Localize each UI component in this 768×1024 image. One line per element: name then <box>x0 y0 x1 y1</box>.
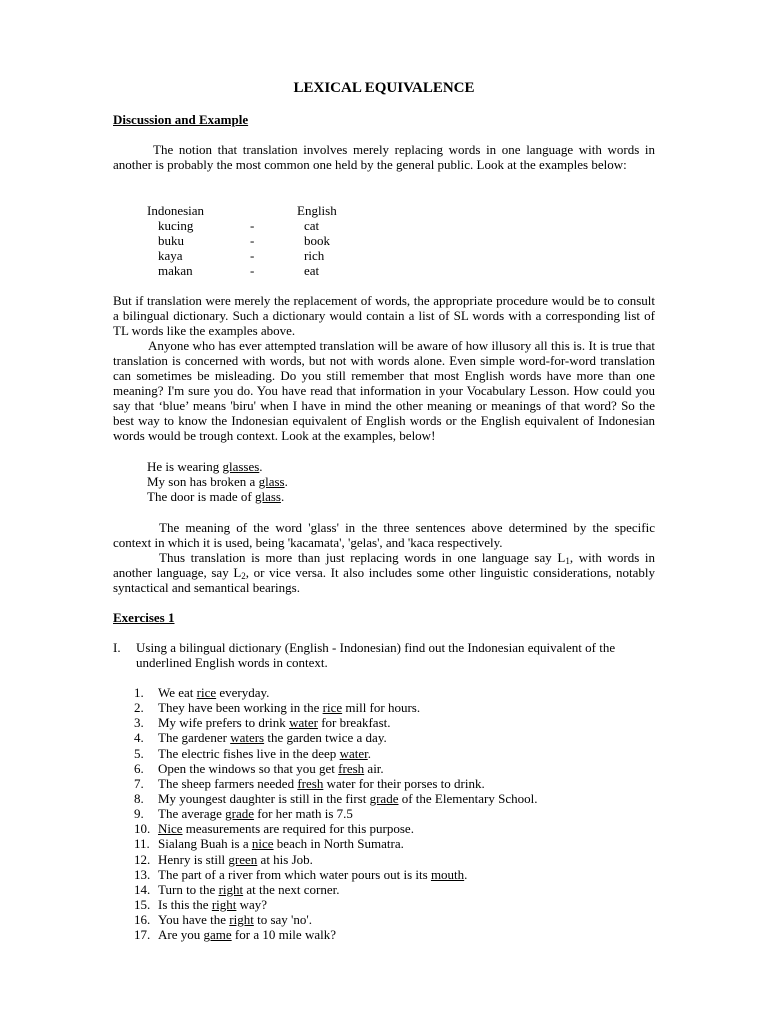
underlined-word: grade <box>369 790 399 806</box>
indonesian-word: kaya <box>158 248 183 263</box>
list-item-text: Open the windows so that you get fresh air. <box>158 760 384 776</box>
list-item-number: 14. <box>134 881 151 897</box>
exercise-number: I. <box>113 640 121 655</box>
indonesian-word: buku <box>158 233 184 248</box>
indonesian-word: kucing <box>158 218 194 233</box>
separator: - <box>250 248 255 263</box>
underlined-word: fresh <box>297 775 324 791</box>
list-item-text: The gardener waters the garden twice a day. <box>158 730 387 746</box>
list-item-text: The average grade for her math is 7.5 <box>158 806 353 822</box>
list-item-number: 4. <box>134 730 144 746</box>
list-item <box>134 912 654 927</box>
underlined-word: right <box>211 896 237 912</box>
indonesian-word: makan <box>158 263 193 278</box>
list-item-text: The sheep farmers needed fresh water for their porses to drink. <box>158 775 485 791</box>
list-item <box>134 852 654 867</box>
list-item-text: You have the right to say 'no'. <box>158 912 312 928</box>
list-item <box>134 715 654 730</box>
underlined-word: Nice <box>158 821 183 837</box>
list-item-number: 3. <box>134 715 144 731</box>
list-item-text: The electric fishes live in the deep water. <box>158 745 371 761</box>
list-item-number: 2. <box>134 700 144 716</box>
list-item-number: 10. <box>134 821 151 837</box>
list-item-number: 6. <box>134 760 144 776</box>
list-item-text: We eat rice everyday. <box>158 685 270 700</box>
underlined-word: water <box>289 715 318 731</box>
underlined-word: rice <box>196 685 217 700</box>
glass-meaning-paragraph: The meaning of the word 'glass' in the three sentences above determined by the specific context in which it is used, being 'kacamata', 'gelas', and 'kaca respectively. <box>113 520 655 550</box>
list-item-text: They have been working in the rice mill for hours. <box>158 700 421 716</box>
list-item <box>134 730 654 745</box>
list-item-text: Nice measurements are required for this purpose. <box>158 821 414 837</box>
list-item-text: Henry is still green at his Job. <box>158 851 313 867</box>
table-row <box>147 248 407 263</box>
english-word: rich <box>304 248 325 263</box>
list-item <box>134 700 654 715</box>
table-header-row <box>147 203 407 218</box>
underlined-word: green <box>228 851 258 867</box>
list-item-number: 7. <box>134 775 144 791</box>
list-item-text: Sialang Buah is a nice beach in North Sumatra. <box>158 836 404 852</box>
underlined-word: glass <box>254 489 281 504</box>
list-item <box>134 927 654 942</box>
list-item-number: 17. <box>134 927 151 943</box>
underlined-word: glass <box>258 474 285 489</box>
list-item-number: 1. <box>134 685 144 700</box>
conclusion-paragraph: Thus translation is more than just replacing words in one language say $L_1$, with words in another language, say $L_2$, or vice versa. It also includes some other linguistic considerations, notably syntactical and semantical bearings. <box>113 550 655 595</box>
table-row <box>147 263 407 278</box>
list-item-number: 8. <box>134 790 144 806</box>
list-item-text: My youngest daughter is still in the first grade of the Elementary School. <box>158 790 538 806</box>
list-item-number: 12. <box>134 851 151 867</box>
intro-paragraph: The notion that translation involves merely replacing words in one language with words in another is probably the most common one held by the general public. Look at the examples below: <box>113 142 655 172</box>
english-word: cat <box>304 218 320 233</box>
list-item <box>134 867 654 882</box>
list-item <box>134 882 654 897</box>
list-item <box>134 791 654 806</box>
list-item <box>134 897 654 912</box>
separator: - <box>250 233 255 248</box>
list-item-number: 5. <box>134 745 144 761</box>
underlined-word: right <box>229 912 254 928</box>
underlined-word: nice <box>251 836 274 852</box>
list-item-text: The part of a river from which water pours out is its mouth. <box>158 866 468 882</box>
underlined-word: mouth <box>430 866 465 882</box>
table-row <box>147 233 407 248</box>
list-item-number: 9. <box>134 806 144 822</box>
underlined-word: right <box>218 881 244 897</box>
list-item-number: 16. <box>134 912 151 928</box>
exercise-instruction-text: Using a bilingual dictionary (English - Indonesian) find out the Indonesian equivalent of the underlined English words in context. <box>136 640 616 670</box>
glass-examples <box>147 459 288 504</box>
list-item-text: Is this the right way? <box>158 896 268 912</box>
exercise-list <box>134 685 654 942</box>
list-item <box>134 685 654 700</box>
list-item <box>134 746 654 761</box>
header-english: English <box>297 203 337 218</box>
list-item-text: Turn to the right at the next corner. <box>158 881 340 897</box>
dictionary-paragraph: But if translation were merely the replacement of words, the appropriate procedure would be to consult a bilingual dictionary. Such a dictionary would contain a list of SL words with a corresponding list of TL words like the examples above. <box>113 293 655 338</box>
underlined-word: grade <box>225 806 254 822</box>
example-sentence: The door is made of glass. <box>147 489 285 504</box>
underlined-word: fresh <box>338 760 365 776</box>
context-paragraph: Anyone who has ever attempted translation will be aware of how illusory all this is. It is true that translation is concerned with words, but not with words alone. Even simple word-for-word translation can sometimes be misleading. Do you still remember that most English words have more than one meaning? I'm sure you do. You have read that information in your Vocabulary Lesson. How could you say that ‘blue’ means 'biru' when I have in mind the other meaning or meanings of that word? So the best way to know the Indonesian equivalent of English words or the English equivalent of Indonesian words would be trough context. Look at the examples, below! <box>113 338 655 443</box>
list-item <box>134 821 654 836</box>
document-title: LEXICAL EQUIVALENCE <box>293 80 475 96</box>
section-heading-discussion: Discussion and Example <box>113 112 249 127</box>
underlined-word: glasses <box>222 459 260 474</box>
header-indonesian: Indonesian <box>147 203 205 218</box>
underlined-word: waters <box>230 730 265 746</box>
separator: - <box>250 263 255 278</box>
list-item <box>134 836 654 851</box>
list-item-number: 15. <box>134 896 151 912</box>
underlined-word: rice <box>322 700 343 716</box>
example-sentence: He is wearing glasses. <box>147 459 263 474</box>
example-sentence: My son has broken a glass. <box>147 474 288 489</box>
list-item <box>134 806 654 821</box>
table-row <box>147 218 407 233</box>
word-equivalence-table <box>147 203 407 278</box>
list-item-text: My wife prefers to drink water for breakfast. <box>158 715 391 731</box>
list-item <box>134 776 654 791</box>
list-item-number: 11. <box>134 836 150 852</box>
section-heading-exercises: Exercises 1 <box>113 610 175 625</box>
english-word: book <box>304 233 330 248</box>
english-word: eat <box>304 263 320 278</box>
list-item-number: 13. <box>134 866 151 882</box>
underlined-word: game <box>203 927 232 943</box>
list-item <box>134 761 654 776</box>
list-item-text: Are you game for a 10 mile walk? <box>158 927 336 943</box>
separator: - <box>250 218 255 233</box>
underlined-word: water <box>339 745 368 761</box>
